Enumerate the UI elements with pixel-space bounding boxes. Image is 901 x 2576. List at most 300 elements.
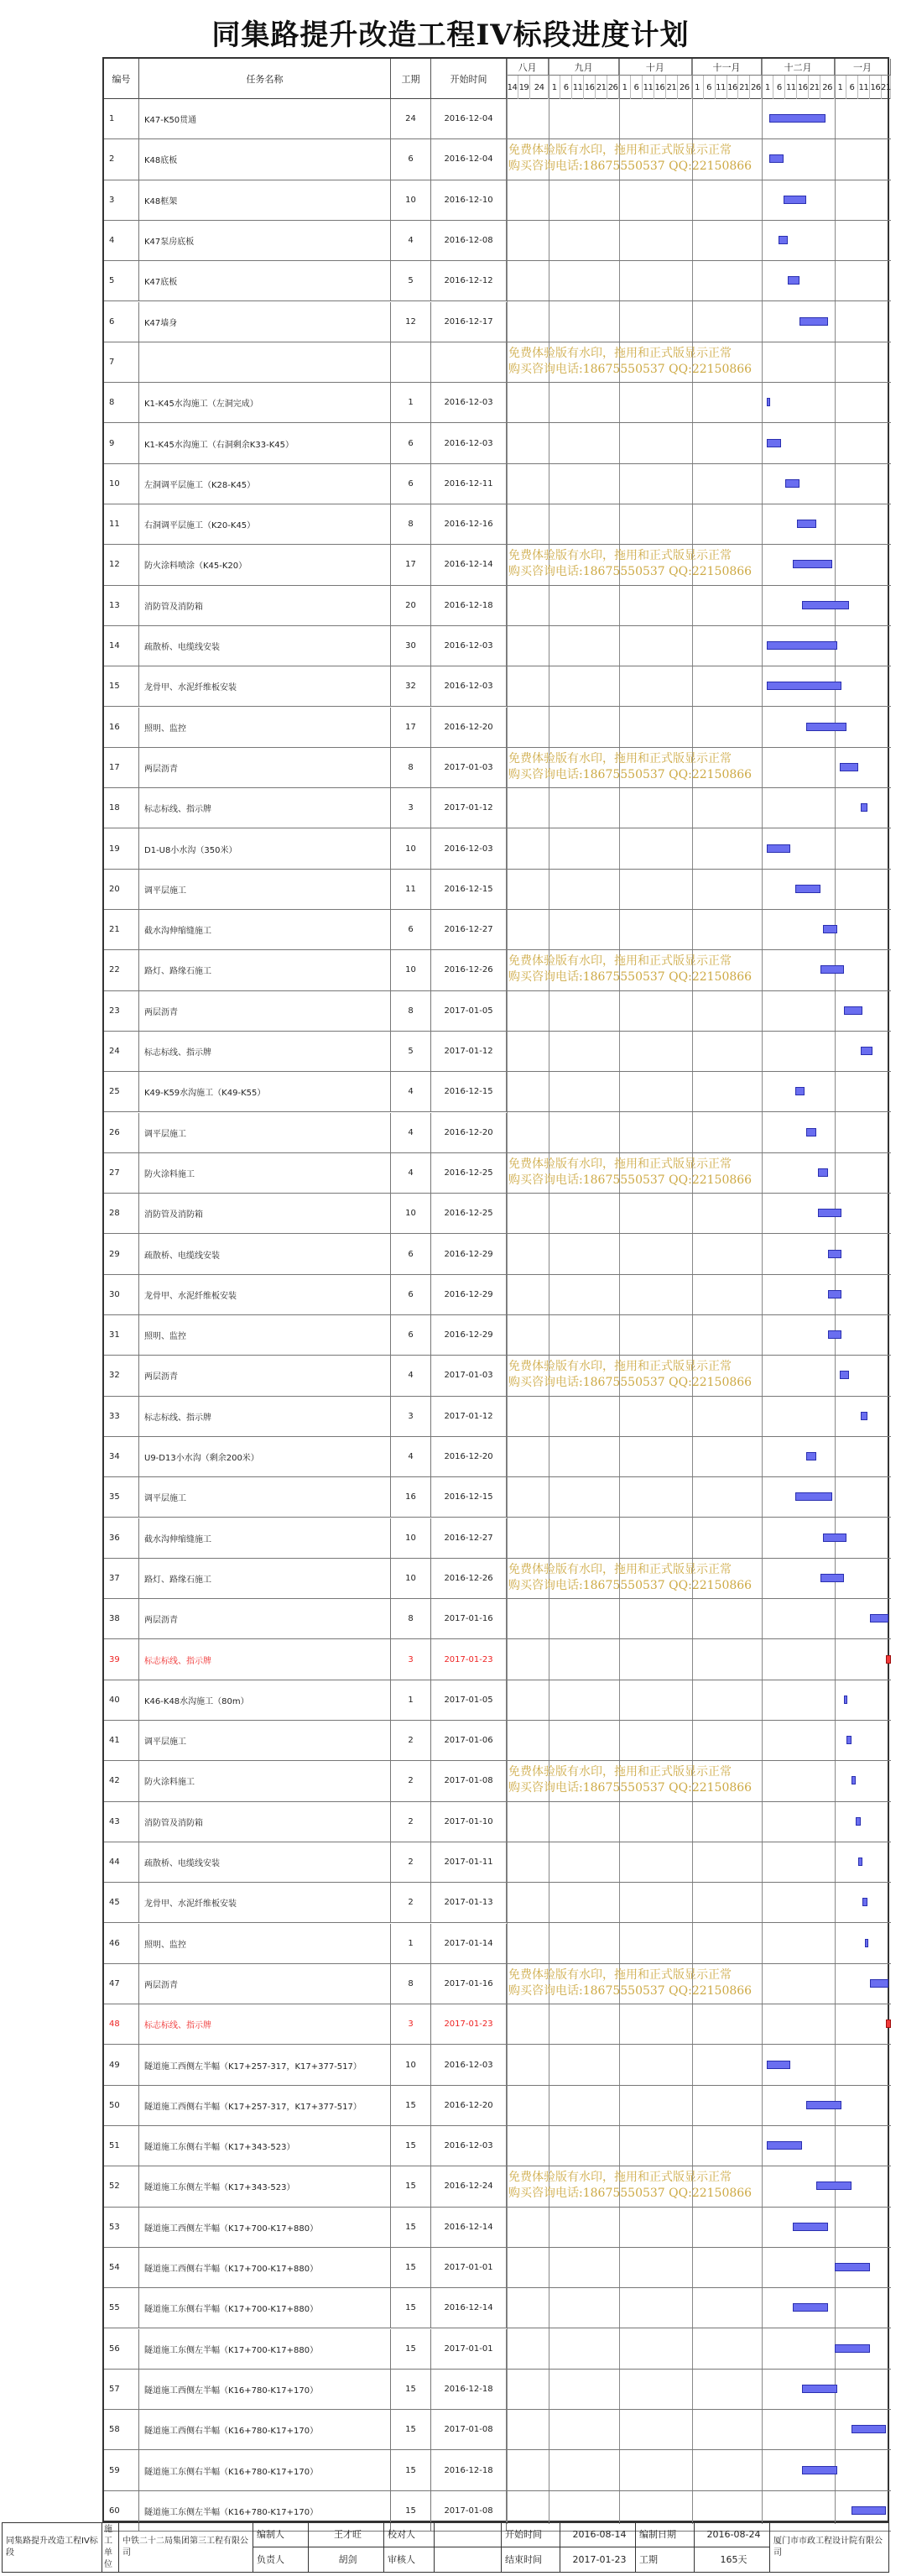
task-no: 52	[104, 2166, 139, 2206]
gantt-bar	[820, 1574, 844, 1582]
task-duration: 6	[391, 464, 431, 504]
task-duration: 3	[391, 2004, 431, 2044]
month-header: 十一月	[692, 59, 763, 76]
task-no: 37	[104, 1559, 139, 1598]
task-start: 2016-12-11	[431, 464, 507, 504]
task-start: 2016-12-25	[431, 1194, 507, 1233]
task-name: K46-K48水沟施工（80m）	[139, 1680, 391, 1720]
table-row	[104, 1559, 891, 1599]
task-duration: 15	[391, 2410, 431, 2449]
table-row	[104, 1315, 891, 1356]
task-duration: 6	[391, 1234, 431, 1273]
task-name: 隧道施工西侧右半幅（K17+257-317，K17+377-517）	[139, 2086, 391, 2125]
task-duration: 15	[391, 2126, 431, 2166]
task-name: K47-K50贯通	[139, 99, 391, 138]
task-no: 31	[104, 1315, 139, 1355]
task-name: 疏散桥、电缆线安装	[139, 626, 391, 666]
gantt-bar	[865, 1939, 868, 1947]
table-row	[104, 586, 891, 626]
watermark-text	[508, 1967, 752, 1999]
task-no: 53	[104, 2208, 139, 2247]
watermark-text	[508, 346, 752, 378]
table-row	[104, 1234, 891, 1274]
task-name: 龙骨甲、水泥纤维板安装	[139, 1883, 391, 1922]
watermark-line: 免费体验版有水印，拖用和正式版显示正常	[508, 1157, 732, 1171]
task-start: 2017-01-06	[431, 1721, 507, 1760]
task-start: 2016-12-27	[431, 1518, 507, 1558]
task-duration: 4	[391, 1153, 431, 1193]
task-no: 57	[104, 2370, 139, 2409]
task-no: 39	[104, 1639, 139, 1679]
task-start: 2017-01-08	[431, 2410, 507, 2449]
task-duration: 10	[391, 950, 431, 990]
task-name: 截水沟伸缩缝施工	[139, 1518, 391, 1558]
task-no: 30	[104, 1275, 139, 1314]
task-start: 2016-12-29	[431, 1234, 507, 1273]
task-start: 2017-01-23	[431, 1639, 507, 1679]
gantt-bar	[769, 154, 784, 163]
day-tick-label: 21	[596, 76, 607, 99]
task-start: 2017-01-12	[431, 788, 507, 828]
table-row	[104, 1518, 891, 1559]
day-tick-label: 26	[678, 76, 692, 99]
watermark-text	[508, 143, 752, 175]
task-duration: 15	[391, 2288, 431, 2328]
task-duration	[391, 342, 431, 382]
gantt-bar	[852, 2506, 887, 2515]
gantt-bar	[818, 1209, 841, 1217]
footer-editor-label: 编制人	[253, 2522, 309, 2547]
task-no: 14	[104, 626, 139, 666]
task-name: D1-U8小水沟（350米）	[139, 828, 391, 868]
watermark-line: 免费体验版有水印，拖用和正式版显示正常	[508, 1765, 732, 1779]
watermark-text	[508, 954, 752, 985]
task-duration: 8	[391, 748, 431, 787]
task-name: 调平层施工	[139, 1721, 391, 1760]
task-name: 照明、监控	[139, 708, 391, 747]
table-row	[104, 708, 891, 748]
gantt-bar	[795, 885, 821, 893]
watermark-text	[508, 1157, 752, 1189]
gantt-bar	[795, 1087, 805, 1095]
gantt-bar	[767, 439, 781, 447]
task-duration: 1	[391, 1924, 431, 1963]
task-name: 标志标线、指示牌	[139, 1639, 391, 1679]
task-duration: 17	[391, 708, 431, 747]
day-tick-label: 11	[858, 76, 870, 99]
task-duration: 3	[391, 1639, 431, 1679]
task-duration: 8	[391, 1964, 431, 2004]
task-start: 2016-12-18	[431, 586, 507, 625]
task-name: 照明、监控	[139, 1315, 391, 1355]
task-duration: 2	[391, 1802, 431, 1842]
task-duration: 5	[391, 1032, 431, 1071]
gantt-bar	[862, 1898, 867, 1906]
gantt-bar	[784, 196, 807, 204]
task-no: 8	[104, 383, 139, 422]
table-row	[104, 1761, 891, 1801]
table-row	[104, 1639, 891, 1680]
gantt-bar	[870, 1979, 888, 1988]
task-no: 21	[104, 910, 139, 949]
table-row	[104, 1924, 891, 1964]
task-duration: 2	[391, 1721, 431, 1760]
footer-editor: 王才旺	[309, 2522, 384, 2547]
task-start: 2016-12-18	[431, 2450, 507, 2490]
day-tick-label: 21	[809, 76, 820, 99]
footer-period-label: 工期	[636, 2547, 695, 2573]
task-no: 11	[104, 504, 139, 544]
watermark-line: 免费体验版有水印，拖用和正式版显示正常	[508, 144, 732, 158]
task-duration: 8	[391, 991, 431, 1031]
table-row	[104, 1599, 891, 1639]
task-duration: 4	[391, 1113, 431, 1152]
task-start: 2016-12-03	[431, 666, 507, 706]
gantt-bar	[844, 1696, 847, 1704]
table-row	[104, 910, 891, 950]
task-no: 34	[104, 1437, 139, 1476]
gantt-bar	[767, 2061, 790, 2069]
task-name: 截水沟伸缩缝施工	[139, 910, 391, 949]
task-duration: 17	[391, 545, 431, 584]
task-start: 2016-12-15	[431, 1072, 507, 1111]
gantt-bar	[793, 2223, 828, 2231]
task-start: 2017-01-12	[431, 1032, 507, 1071]
table-row	[104, 2329, 891, 2370]
task-no: 32	[104, 1356, 139, 1395]
table-row	[104, 1437, 891, 1477]
task-start: 2016-12-29	[431, 1315, 507, 1355]
task-name: 调平层施工	[139, 1477, 391, 1517]
task-no: 19	[104, 828, 139, 868]
watermark-line: 免费体验版有水印，拖用和正式版显示正常	[508, 549, 732, 563]
page-title: 同集路提升改造工程IV标段进度计划	[211, 18, 690, 52]
task-no: 2	[104, 139, 139, 179]
task-name: K49-K59水沟施工（K49-K55）	[139, 1072, 391, 1111]
task-start: 2016-12-14	[431, 545, 507, 584]
gantt-bar	[840, 763, 858, 771]
task-start: 2016-12-08	[431, 221, 507, 260]
task-no: 45	[104, 1883, 139, 1922]
task-duration: 15	[391, 2491, 431, 2531]
task-name: 隧道施工东侧左半幅（K17+700-K17+880）	[139, 2329, 391, 2369]
task-name: 隧道施工西侧右半幅（K16+780-K17+170）	[139, 2410, 391, 2449]
task-duration: 4	[391, 221, 431, 260]
task-name: 左洞调平层施工（K28-K45）	[139, 464, 391, 504]
task-start: 2016-12-15	[431, 1477, 507, 1517]
task-start: 2016-12-15	[431, 870, 507, 909]
gantt-bar	[846, 1736, 852, 1744]
gantt-bar	[816, 2182, 852, 2190]
task-start: 2016-12-14	[431, 2288, 507, 2328]
task-duration: 16	[391, 1477, 431, 1517]
day-tick-label: 1	[692, 76, 704, 99]
task-start: 2016-12-20	[431, 708, 507, 747]
task-start: 2017-01-12	[431, 1397, 507, 1436]
watermark-text	[508, 751, 752, 783]
month-header: 一月	[835, 59, 891, 76]
task-start: 2016-12-25	[431, 1153, 507, 1193]
task-duration: 15	[391, 2086, 431, 2125]
day-tick-label: 24	[530, 76, 549, 99]
task-name: 路灯、路缘石施工	[139, 1559, 391, 1598]
day-tick-label: 1	[549, 76, 560, 99]
watermark-line: 免费体验版有水印，拖用和正式版显示正常	[508, 346, 732, 360]
gantt-bar	[793, 2303, 828, 2312]
task-no: 44	[104, 1842, 139, 1882]
task-start: 2016-12-26	[431, 1559, 507, 1598]
header-name: 任务名称	[139, 59, 391, 99]
task-start: 2016-12-04	[431, 99, 507, 138]
table-row	[104, 261, 891, 301]
day-tick-label: 26	[820, 76, 835, 99]
day-tick-label: 6	[560, 76, 572, 99]
month-header: 十二月	[762, 59, 835, 76]
footer-owner: 胡剑	[309, 2547, 384, 2573]
task-no: 10	[104, 464, 139, 504]
task-name: 两层沥青	[139, 748, 391, 787]
day-tick-label: 16	[654, 76, 666, 99]
gantt-bar	[886, 1655, 891, 1664]
task-no: 50	[104, 2086, 139, 2125]
task-no: 20	[104, 870, 139, 909]
task-start: 2016-12-20	[431, 1437, 507, 1476]
day-tick-label: 19	[518, 76, 530, 99]
watermark-line: 免费体验版有水印，拖用和正式版显示正常	[508, 2171, 732, 2185]
task-name	[139, 342, 391, 382]
footer-checker-label: 校对人	[384, 2522, 435, 2547]
task-start: 2017-01-08	[431, 1761, 507, 1800]
table-row	[104, 1072, 891, 1112]
task-duration: 32	[391, 666, 431, 706]
task-no: 54	[104, 2248, 139, 2287]
task-start: 2016-12-16	[431, 504, 507, 544]
task-name: 两层沥青	[139, 1356, 391, 1395]
watermark-line: 购买咨询电话:18675550537 QQ:22150866	[508, 2187, 753, 2201]
task-start: 2017-01-16	[431, 1964, 507, 2004]
task-duration: 15	[391, 2450, 431, 2490]
task-start: 2016-12-18	[431, 2370, 507, 2409]
task-no: 35	[104, 1477, 139, 1517]
header-start: 开始时间	[431, 59, 507, 99]
task-name: 隧道施工东侧左半幅（K16+780-K17+170）	[139, 2491, 391, 2531]
task-duration: 15	[391, 2248, 431, 2287]
task-duration: 6	[391, 910, 431, 949]
gantt-bar	[840, 1371, 849, 1379]
day-tick-label: 16	[797, 76, 809, 99]
day-tick-label: 6	[704, 76, 716, 99]
gantt-bar	[858, 1858, 863, 1866]
task-no: 56	[104, 2329, 139, 2369]
task-duration: 11	[391, 870, 431, 909]
task-name: 两层沥青	[139, 991, 391, 1031]
task-start: 2017-01-08	[431, 2491, 507, 2531]
task-no: 18	[104, 788, 139, 828]
task-name: 标志标线、指示牌	[139, 1032, 391, 1071]
footer-date-label: 编制日期	[636, 2522, 695, 2547]
gantt-bar	[788, 276, 799, 285]
task-no: 28	[104, 1194, 139, 1233]
day-tick-label: 1	[762, 76, 773, 99]
month-header: 十月	[619, 59, 692, 76]
task-start: 2016-12-29	[431, 1275, 507, 1314]
table-row	[104, 991, 891, 1032]
gantt-bar	[802, 601, 849, 609]
task-name: 隧道施工东侧左半幅（K17+343-523）	[139, 2166, 391, 2206]
task-name: 消防管及消防箱	[139, 1802, 391, 1842]
task-name: 隧道施工东侧右半幅（K17+700-K17+880）	[139, 2288, 391, 2328]
day-tick-label: 6	[631, 76, 643, 99]
table-row	[104, 1477, 891, 1518]
task-start: 2016-12-10	[431, 180, 507, 220]
task-no: 41	[104, 1721, 139, 1760]
task-duration: 3	[391, 788, 431, 828]
table-row	[104, 545, 891, 585]
gantt-bar	[806, 1452, 815, 1460]
task-name: 路灯、路缘石施工	[139, 950, 391, 990]
gantt-bar	[797, 520, 815, 528]
task-no: 33	[104, 1397, 139, 1436]
task-no: 23	[104, 991, 139, 1031]
task-start: 2017-01-01	[431, 2248, 507, 2287]
task-duration: 10	[391, 1518, 431, 1558]
task-duration: 10	[391, 1559, 431, 1598]
task-name: 隧道施工东侧右半幅（K17+343-523）	[139, 2126, 391, 2166]
task-duration: 1	[391, 1680, 431, 1720]
table-row	[104, 1842, 891, 1883]
task-name: 调平层施工	[139, 870, 391, 909]
task-start: 2016-12-03	[431, 383, 507, 422]
footer-start: 2016-08-14	[560, 2522, 636, 2547]
watermark-text	[508, 1562, 752, 1594]
gantt-bar	[861, 1412, 867, 1420]
gantt-bar	[828, 1250, 842, 1258]
task-no: 43	[104, 1802, 139, 1842]
task-name: K1-K45水沟施工（左洞完成）	[139, 383, 391, 422]
day-tick-label: 11	[572, 76, 584, 99]
task-start: 2016-12-20	[431, 1113, 507, 1152]
task-start	[431, 342, 507, 382]
table-row	[104, 2208, 891, 2248]
task-start: 2016-12-03	[431, 423, 507, 462]
task-start: 2016-12-27	[431, 910, 507, 949]
day-tick-label: 16	[584, 76, 596, 99]
watermark-line: 免费体验版有水印，拖用和正式版显示正常	[508, 751, 732, 765]
footer-owner-label: 负责人	[253, 2547, 309, 2573]
table-row	[104, 1032, 891, 1072]
task-no: 38	[104, 1599, 139, 1638]
watermark-line: 免费体验版有水印，拖用和正式版显示正常	[508, 954, 732, 969]
task-duration: 10	[391, 2045, 431, 2084]
watermark-line: 购买咨询电话:18675550537 QQ:22150866	[508, 1578, 753, 1592]
task-start: 2016-12-14	[431, 2208, 507, 2247]
task-duration: 1	[391, 383, 431, 422]
watermark-line: 免费体验版有水印，拖用和正式版显示正常	[508, 1562, 732, 1576]
table-row	[104, 2086, 891, 2126]
task-name: 龙骨甲、水泥纤维板安装	[139, 1275, 391, 1314]
watermark-line: 购买咨询电话:18675550537 QQ:22150866	[508, 1376, 753, 1390]
task-start: 2016-12-03	[431, 2126, 507, 2166]
day-tick-label: 11	[785, 76, 797, 99]
task-start: 2017-01-03	[431, 1356, 507, 1395]
table-row	[104, 1356, 891, 1396]
task-duration: 4	[391, 1072, 431, 1111]
task-no: 1	[104, 99, 139, 138]
watermark-line: 购买咨询电话:18675550537 QQ:22150866	[508, 565, 753, 579]
table-row	[104, 788, 891, 828]
table-row	[104, 2450, 891, 2490]
task-start: 2017-01-14	[431, 1924, 507, 1963]
task-duration: 2	[391, 1761, 431, 1800]
task-name: K48底板	[139, 139, 391, 179]
task-name: 防火涂料喷涂（K45-K20）	[139, 545, 391, 584]
table-row	[104, 464, 891, 504]
table-row	[104, 950, 891, 990]
task-start: 2016-12-03	[431, 828, 507, 868]
task-name: K47墙身	[139, 302, 391, 342]
task-no: 51	[104, 2126, 139, 2166]
gantt-bar	[852, 1776, 857, 1784]
task-start: 2016-12-17	[431, 302, 507, 342]
task-start: 2017-01-05	[431, 991, 507, 1031]
watermark-line: 购买咨询电话:18675550537 QQ:22150866	[508, 1781, 753, 1795]
gantt-bar	[769, 114, 825, 123]
task-duration: 12	[391, 302, 431, 342]
task-start: 2017-01-23	[431, 2004, 507, 2044]
task-name: K48框架	[139, 180, 391, 220]
table-row	[104, 180, 891, 221]
task-duration: 24	[391, 99, 431, 138]
task-duration: 15	[391, 2329, 431, 2369]
gantt-bar	[806, 723, 846, 731]
day-tick-label: 6	[846, 76, 858, 99]
task-start: 2016-12-24	[431, 2166, 507, 2206]
footer-date: 2016-08-24	[695, 2522, 770, 2547]
task-name: 防火涂料施工	[139, 1153, 391, 1193]
gantt-sheet	[102, 57, 889, 2522]
task-no: 5	[104, 261, 139, 300]
table-row	[104, 1964, 891, 2004]
task-start: 2017-01-13	[431, 1883, 507, 1922]
month-header: 九月	[549, 59, 619, 76]
gantt-bar	[828, 1290, 842, 1298]
gantt-bar	[767, 641, 837, 650]
task-duration: 15	[391, 2370, 431, 2409]
footer-end-label: 结束时间	[502, 2547, 560, 2573]
gantt-bar	[795, 1492, 833, 1501]
task-no: 36	[104, 1518, 139, 1558]
task-no: 7	[104, 342, 139, 382]
gantt-bar	[793, 560, 832, 568]
gantt-bar	[886, 2020, 891, 2028]
task-start: 2016-12-20	[431, 2086, 507, 2125]
task-name: 两层沥青	[139, 1599, 391, 1638]
task-no: 29	[104, 1234, 139, 1273]
gantt-bar	[823, 925, 837, 933]
day-tick-label: 26	[607, 76, 619, 99]
task-start: 2017-01-16	[431, 1599, 507, 1638]
table-row	[104, 2410, 891, 2450]
task-name: 隧道施工西侧左半幅（K16+780-K17+170）	[139, 2370, 391, 2409]
day-tick-label: 21	[666, 76, 678, 99]
task-duration: 3	[391, 1397, 431, 1436]
watermark-text	[508, 1764, 752, 1796]
task-no: 42	[104, 1761, 139, 1800]
month-header: 八月	[507, 59, 549, 76]
day-tick-label: 16	[870, 76, 882, 99]
gantt-bar	[785, 479, 799, 488]
gantt-bar	[802, 2466, 837, 2474]
